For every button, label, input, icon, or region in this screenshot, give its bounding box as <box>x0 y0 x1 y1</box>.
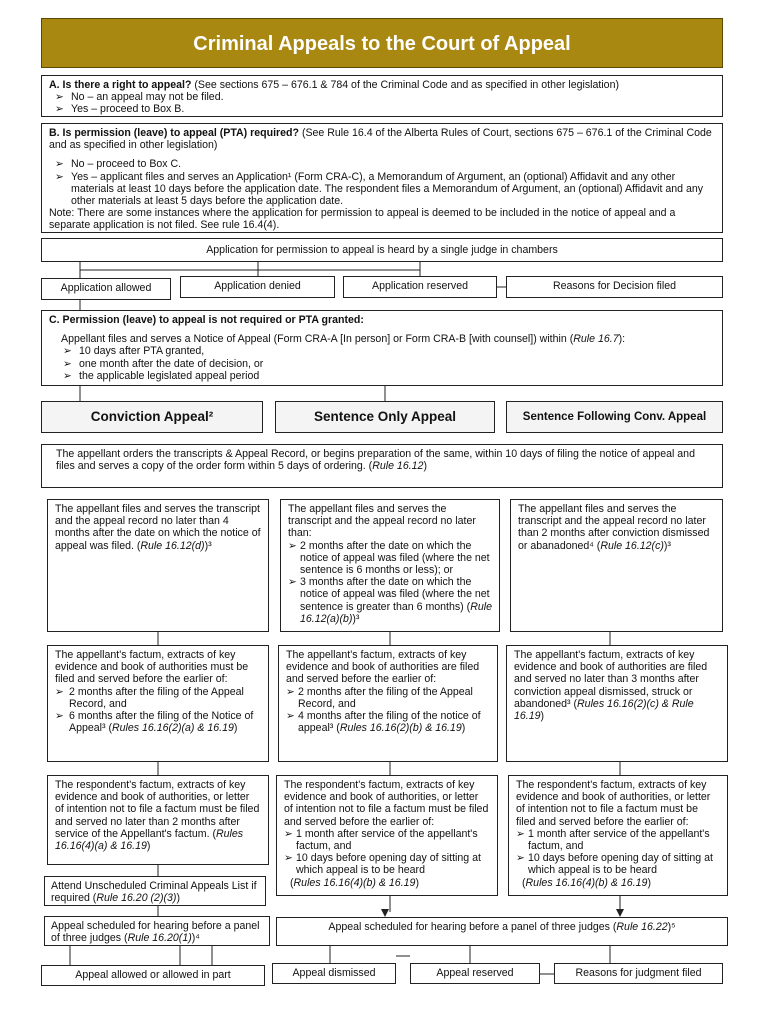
bullet-arrow-icon: ➢ <box>516 827 525 840</box>
bullet-arrow-icon: ➢ <box>288 576 297 589</box>
box-c-heading: C. Permission (leave) to appeal is not required or PTA granted: <box>49 314 364 326</box>
list-item: ➢ 2 months after the date on which the notice of appeal was filed (where the net sentence is 6 months or less); or <box>288 539 490 577</box>
application-denied: Application denied <box>180 276 335 298</box>
unscheduled-list-box: Attend Unscheduled Criminal Appeals List if required (Rule 16.20 (2)(3)) <box>44 876 266 906</box>
list-item: ➢ Yes – proceed to Box B. <box>55 103 185 116</box>
list-item: ➢ Yes – applicant files and serves an Application¹ (Form CRA-C), a Memorandum of Argument, an (optional) Affidavit and any other materials at least 10 days before the application date. The respondent files a Memorandum of Argument, an (optional) Affidavit and any other materials at least 5 days before the application date. <box>55 170 704 208</box>
sentence-following-conviction-header: Sentence Following Conv. Appeal <box>506 401 723 433</box>
bullet-arrow-icon: ➢ <box>55 710 64 723</box>
bullet-arrow-icon: ➢ <box>55 91 64 104</box>
list-item: ➢ 1 month after service of the appellant's factum, and <box>284 827 478 853</box>
bullet-arrow-icon: ➢ <box>284 852 293 865</box>
factum-following-box: The appellant's factum, extracts of key evidence and book of authorities are filed and served no later than 3 months after conviction appeal dismissed, struck or abandoned³ (Rules 16.16(2)(c) & Rule 16.19) <box>506 645 728 762</box>
appeal-allowed: Appeal allowed or allowed in part <box>41 965 265 986</box>
box-c-notice-of-appeal: C. Permission (leave) to appeal is not required or PTA granted: Appellant files and serves a Notice of Appeal (Form CRA-A [In person] or Form CRA-B [with counsel]) within (Rule 16.7): ➢ 10 days after PTA granted, ➢ one month after the date of decision, or ➢ the applicable legislated appeal period <box>41 310 723 386</box>
list-item: ➢ No – an appeal may not be filed. <box>55 91 224 104</box>
bullet-arrow-icon: ➢ <box>63 357 72 370</box>
pta-heard-box: Application for permission to appeal is heard by a single judge in chambers <box>41 238 723 262</box>
box-b-note: Note: There are some instances where the application for permission to appeal is deemed to be included in the notice of appeal and a separate application is not filed. See rule 16.4(4). <box>49 207 676 232</box>
record-sentence-box: The appellant files and serves the transcript and the appeal record no later than: ➢ 2 months after the date on which the notice of appeal was filed (where the net sentence is 6 months or less); or ➢ 3 months after the date on which the notice of appeal was filed (where the net sentence is greater than 6 months) (Rule 16.12(a)(b))³ <box>280 499 500 632</box>
record-following-box: The appellant files and serves the transcript and the appeal record no later than 2 months after conviction dismissed or abanadoned⁴ (Rule 16.12(c))³ <box>510 499 723 632</box>
list-item: ➢ 10 days before opening day of sitting at which appeal is to be heard <box>284 852 481 877</box>
bullet-arrow-icon: ➢ <box>516 852 525 865</box>
bullet-arrow-icon: ➢ <box>63 345 72 358</box>
appeal-reserved: Appeal reserved <box>410 963 540 984</box>
box-a-right-to-appeal <box>41 75 723 117</box>
scheduled-sentence-box: Appeal scheduled for hearing before a panel of three judges (Rule 16.22)⁵ <box>276 917 728 946</box>
application-allowed: Application allowed <box>41 278 171 300</box>
list-item: ➢ 2 months after the filing of the Appeal Record, and <box>55 685 244 710</box>
bullet-arrow-icon: ➢ <box>63 369 72 382</box>
respondent-sentence-box: The respondent's factum, extracts of key evidence and book of authorities, or letter of intention not to file a factum must be filed and served before the earlier of: ➢ 1 month after service of the appellant's factum, and ➢ 10 days before opening day of sitting at which appeal is to be heard (Rules 16.16(4)(b) & 16.19) <box>276 775 498 896</box>
bullet-arrow-icon: ➢ <box>284 827 293 840</box>
list-item: ➢ 10 days before opening day of sitting at which appeal is to be heard <box>516 852 713 877</box>
bullet-arrow-icon: ➢ <box>286 710 295 723</box>
bullet-arrow-icon: ➢ <box>288 539 297 552</box>
factum-sentence-box: The appellant's factum, extracts of key evidence and book of authorities are filed and served before the earlier of: ➢ 2 months after the filing of the Appeal Record, and ➢ 4 months after the filing of the notice of appeal³ (Rules 16.16(2)(b) & 16.19) <box>278 645 498 762</box>
respondent-following-box: The respondent's factum, extracts of key evidence and book of authorities, or letter of intention not to file a factum must be filed and served before the earlier of: ➢ 1 month after service of the appellant's factum, and ➢ 10 days before opening day of sitting at which appeal is to be heard (Rules 16.16(4)(b) & 16.19) <box>508 775 728 896</box>
list-item: ➢ 3 months after the date on which the notice of appeal was filed (where the net sentence is greater than 6 months) (Rule 16.12(a)(b))³ <box>288 576 492 625</box>
scheduled-conviction-box: Appeal scheduled for hearing before a panel of three judges (Rule 16.20(1))⁴ <box>44 916 270 946</box>
list-item: ➢ 2 months after the filing of the Appeal Record, and <box>286 685 473 710</box>
box-b-heading: B. Is permission (leave) to appeal (PTA) required? <box>49 127 299 139</box>
transcripts-box: The appellant orders the transcripts & Appeal Record, or begins preparation of the same, within 10 days of filing the notice of appeal and files and serves a copy of the order form within 5 days of ordering. (Rule 16.12) <box>41 444 723 488</box>
bullet-arrow-icon: ➢ <box>55 158 64 171</box>
list-item: ➢ No – proceed to Box C. <box>55 158 182 171</box>
bullet-arrow-icon: ➢ <box>55 103 64 116</box>
list-item: ➢ 1 month after service of the appellant's factum, and <box>516 827 710 853</box>
box-b-text: (See Rule 16.4 of the Alberta Rules of Court, sections 675 – 676.1 of the Criminal Code and as specified in other legislation) <box>49 127 712 152</box>
box-a-text: (See sections 675 – 676.1 & 784 of the Criminal Code and as specified in other legislation) <box>191 79 619 91</box>
conviction-appeal-header: Conviction Appeal² <box>41 401 263 433</box>
factum-conviction-box: The appellant's factum, extracts of key evidence and book of authorities must be filed and served before the earlier of: ➢ 2 months after the filing of the Appeal Record, and ➢ 6 months after the filing of the Notice of Appeal³ (Rules 16.16(2)(a) & 16.19) <box>47 645 269 762</box>
page-title: Criminal Appeals to the Court of Appeal <box>41 18 723 68</box>
respondent-conviction-box: The respondent's factum, extracts of key evidence and book of authorities, or letter of intention not to file a factum must be filed and served no later than 2 months after service of the Appellant's factum. (Rules 16.16(4)(a) & 16.19) <box>47 775 269 865</box>
box-b-permission-required <box>41 123 723 233</box>
appeal-dismissed: Appeal dismissed <box>272 963 396 984</box>
list-item: ➢ 4 months after the filing of the notice of appeal³ (Rules 16.16(2)(b) & 16.19) <box>286 710 481 735</box>
record-conviction-box: The appellant files and serves the transcript and the appeal record no later than 4 months after the date on which the notice of appeal was filed. (Rule 16.12(d))³ <box>47 499 269 632</box>
bullet-arrow-icon: ➢ <box>286 685 295 698</box>
list-item: ➢ 10 days after PTA granted, <box>63 345 205 358</box>
reasons-for-judgment-filed: Reasons for judgment filed <box>554 963 723 984</box>
application-reserved: Application reserved <box>343 276 497 298</box>
list-item: ➢ the applicable legislated appeal period <box>63 369 260 382</box>
list-item: ➢ 6 months after the filing of the Notice of Appeal³ (Rules 16.16(2)(a) & 16.19) <box>55 710 254 735</box>
bullet-arrow-icon: ➢ <box>55 170 64 183</box>
list-item: ➢ one month after the date of decision, or <box>63 357 264 370</box>
bullet-arrow-icon: ➢ <box>55 685 64 698</box>
box-a-heading: A. Is there a right to appeal? <box>49 79 192 91</box>
sentence-only-appeal-header: Sentence Only Appeal <box>275 401 495 433</box>
reasons-for-decision-filed: Reasons for Decision filed <box>506 276 723 298</box>
